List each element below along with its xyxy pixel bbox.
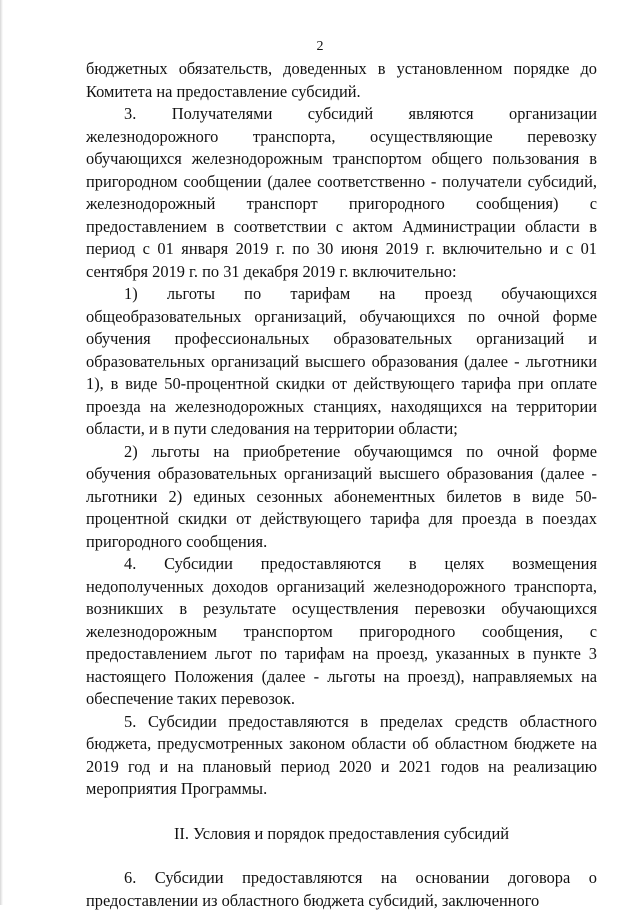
page-edge-shadow [0,0,3,905]
paragraph-item-5: 5. Субсидии предоставляются в пределах средств областного бюджета, предусмотренных законом области об областном бюджете на 2019 год и на плановый период 2020 и 2021 годов на реализацию мероприятия Программы. [86,711,597,798]
paragraph-item-4: 4. Субсидии предоставляются в целях возмещения недополученных доходов организаций железнодорожного транспорта, возникших в результате осуществления перевозки обучающихся железнодорожным транспортом пригородного сообщения, с предоставлением льгот по тарифам на проезд, указанных в пункте 3 настоящего Положения (далее - льготы на проезд), направляемых на обеспечение таких перевозок. [86,554,597,708]
paragraph-item-3: 3. Получателями субсидий являются организации железнодорожного транспорта, осуществляющие перевозку обучающихся железнодорожным транспортом общего пользования в пригородном сообщении (далее соответственно - получатели субсидий, железнодорожный транспорт пригородного сообщения) с предоставлением в соответствии с актом Администрации области в период с 01 января 2019 г. по 30 июня 2019 г. включительно и с 01 сентября 2019 г. по 31 декабря 2019 г. включительно: [86,104,597,281]
section-title: II. Условия и порядок предоставления субсидий [173,823,510,843]
paragraph-item-6: 6. Субсидии предоставляются на основании договора о предоставлении из областного бюджета субсидий, заключенного [86,868,597,910]
page-number: 2 [316,39,324,54]
document-body [86,58,597,912]
paragraph-subitem-2: 2) льготы на приобретение обучающимся по очной форме обучения образовательных организаций высшего образования (далее - льготники 2) единых сезонных абонементных билетов в виде 50-процентной скидки от действующего тарифа для проезда в поездах пригородного сообщения. [86,441,597,551]
paragraph-continuation: бюджетных обязательств, доведенных в установленном порядке до Комитета на предоставление субсидий. [86,59,597,101]
paragraph-subitem-1: 1) льготы по тарифам на проезд обучающихся общеобразовательных организаций, обучающихся по очной форме обучения профессиональных образовательных организаций и образовательных организаций высшего образования (далее - льготники 1), в виде 50-процентной скидки от действующего тарифа при оплате проезда на железнодорожных станциях, находящихся на территории области, и в пути следования на территории области; [86,284,597,438]
